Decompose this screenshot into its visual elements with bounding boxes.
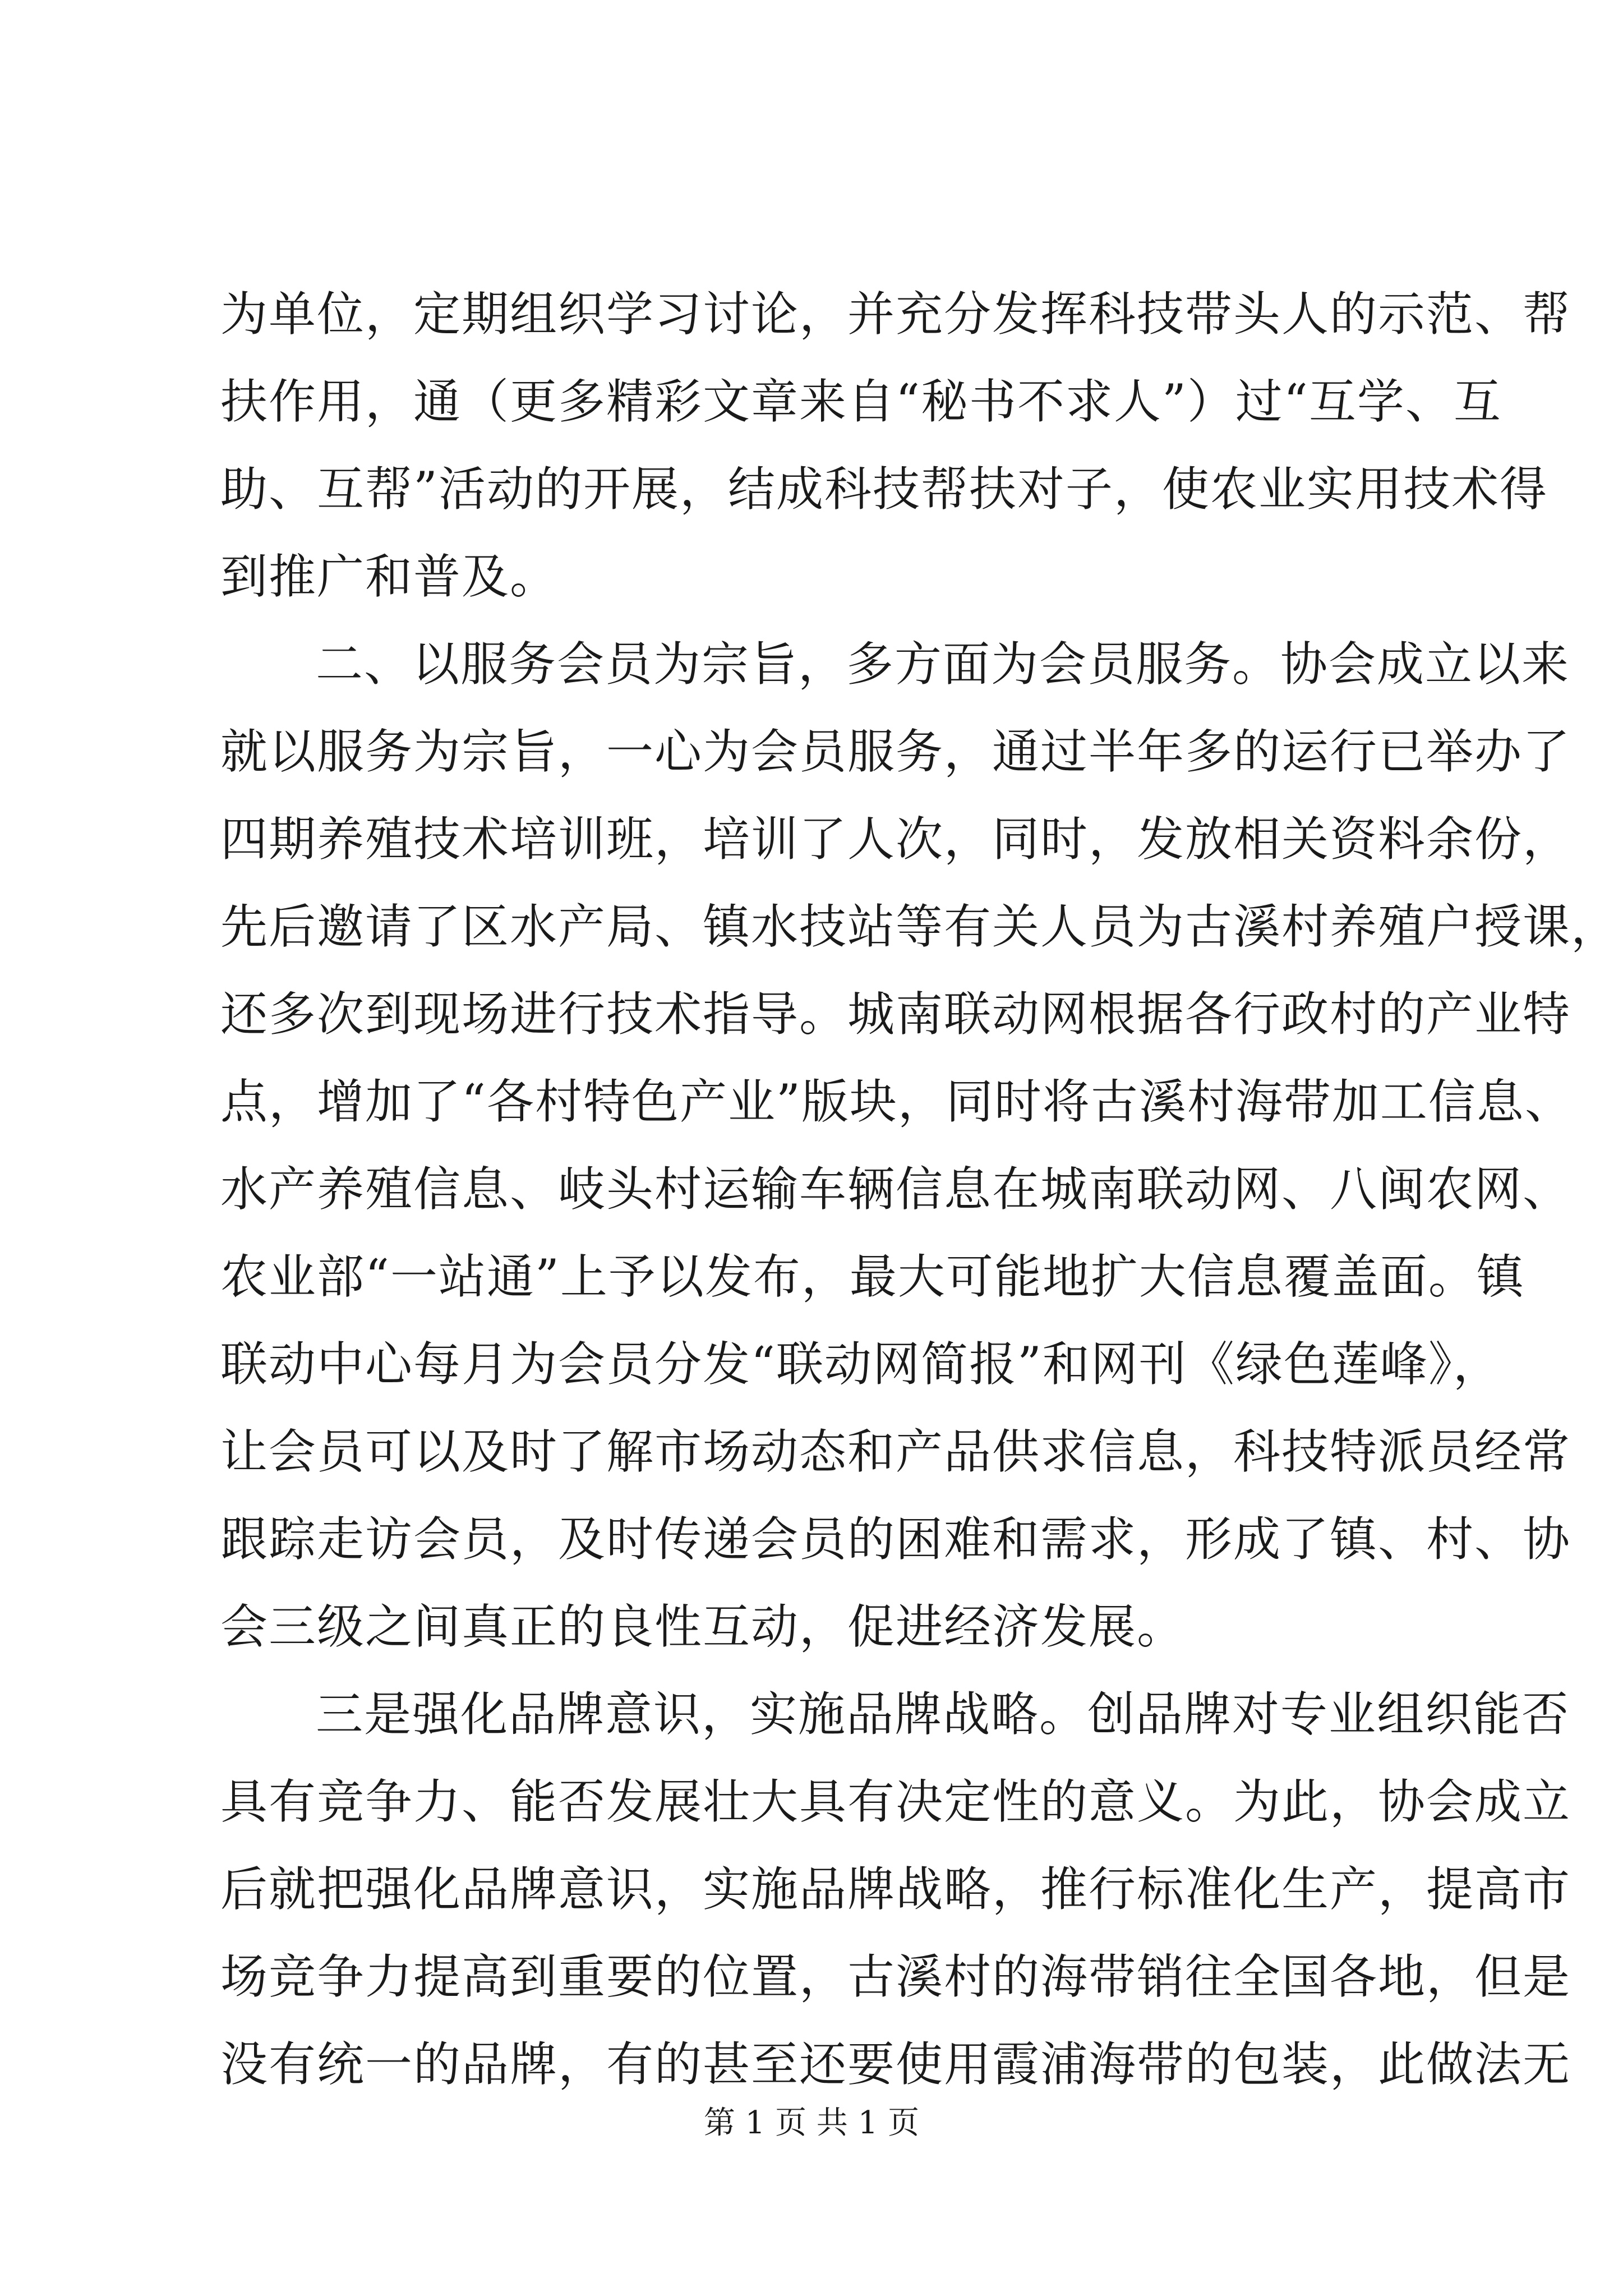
- text-line: 具有竞争力、能否发展壮大具有决定性的意义。为此，协会成立: [220, 1774, 1571, 1829]
- text-line: 还多次到现场进行技术指导。城南联动网根据各行政村的产业特: [220, 987, 1571, 1042]
- text-line: 跟踪走访会员，及时传递会员的困难和需求，形成了镇、村、协: [220, 1512, 1571, 1567]
- text-line: 水产养殖信息、岐头村运输车辆信息在城南联动网、八闽农网、: [220, 1162, 1571, 1217]
- text-line: 农业部“一站通”上予以发布，最大可能地扩大信息覆盖面。镇: [220, 1249, 1525, 1304]
- paragraph-start-line: 三是强化品牌意识，实施品牌战略。创品牌对专业组织能否: [316, 1687, 1570, 1742]
- text-line: 点，增加了“各村特色产业”版块，同时将古溪村海带加工信息、: [220, 1074, 1573, 1129]
- text-line: 让会员可以及时了解市场动态和产品供求信息，科技特派员经常: [220, 1424, 1571, 1479]
- text-line: 会三级之间真正的良性互动，促进经济发展。: [220, 1599, 1186, 1654]
- text-line: 后就把强化品牌意识，实施品牌战略，推行标准化生产，提高市: [220, 1862, 1571, 1917]
- text-line: 联动中心每月为会员分发“联动网简报”和网刊《绿色莲峰》，: [220, 1337, 1501, 1392]
- text-line: 先后邀请了区水产局、镇水技站等有关人员为古溪村养殖户授课，: [220, 899, 1620, 954]
- text-line: 四期养殖技术培训班，培训了人次，同时，发放相关资料余份，: [220, 812, 1571, 867]
- text-line: 没有统一的品牌，有的甚至还要使用霞浦海带的包装，此做法无: [220, 2037, 1571, 2092]
- text-line: 到推广和普及。: [220, 549, 559, 604]
- text-line: 场竞争力提高到重要的位置，古溪村的海带销往全国各地，但是: [220, 1949, 1571, 2004]
- page-number-footer: 第 1 页 共 1 页: [703, 2105, 920, 2141]
- text-line: 扶作用，通（更多精彩文章来自“秘书不求人”）过“互学、互: [220, 374, 1502, 429]
- text-line: 就以服务为宗旨，一心为会员服务，通过半年多的运行已举办了: [220, 724, 1571, 779]
- text-line: 助、互帮”活动的开展，结成科技帮扶对子，使农业实用技术得: [220, 462, 1548, 517]
- text-line: 为单位，定期组织学习讨论，并充分发挥科技带头人的示范、帮: [220, 287, 1571, 342]
- paragraph-start-line: 二、以服务会员为宗旨，多方面为会员服务。协会成立以来: [316, 637, 1570, 692]
